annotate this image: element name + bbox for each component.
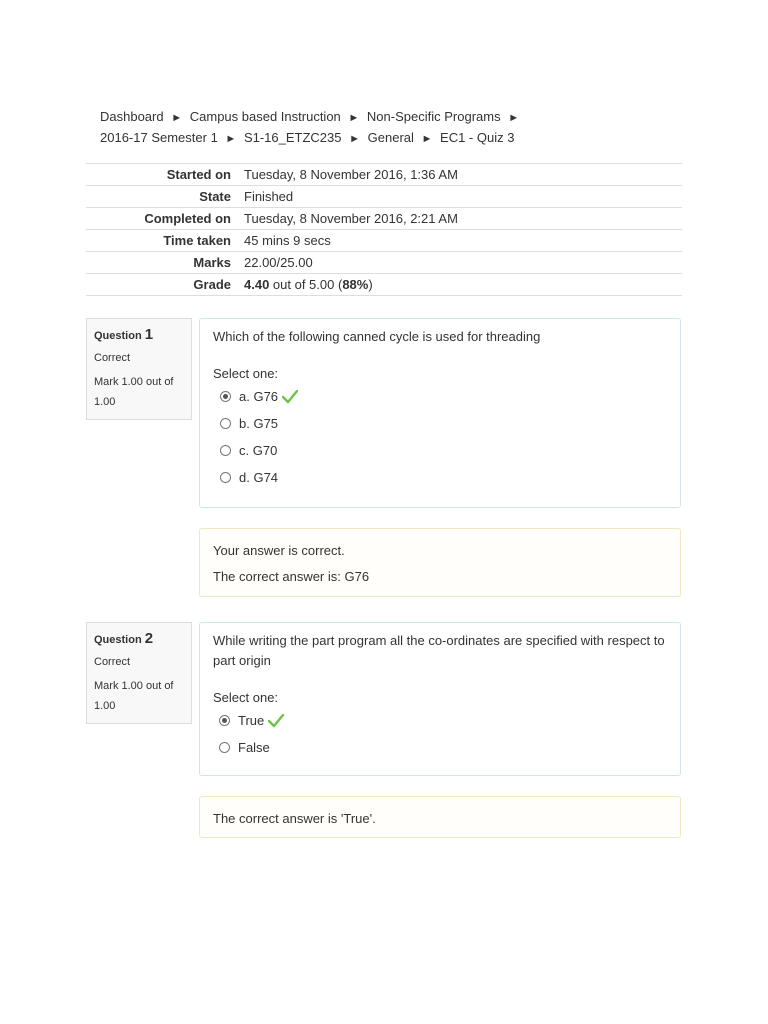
option-label: False	[238, 740, 270, 755]
question-status: Correct	[94, 656, 131, 668]
question-1-feedback	[199, 528, 681, 597]
breadcrumb-programs[interactable]: Non-Specific Programs	[366, 109, 501, 124]
summary-row-state	[86, 186, 682, 208]
answer-option-b[interactable]	[213, 410, 667, 437]
answer-option-a[interactable]	[213, 383, 667, 410]
question-1-content	[199, 318, 681, 508]
radio-button[interactable]	[219, 742, 230, 753]
summary-label: Marks	[86, 252, 244, 274]
breadcrumb-campus[interactable]: Campus based Instruction	[189, 109, 341, 124]
breadcrumb-separator: ►	[349, 133, 361, 145]
summary-label: Time taken	[86, 230, 244, 252]
summary-value: Tuesday, 8 November 2016, 1:36 AM	[244, 164, 682, 186]
question-1-info	[86, 318, 192, 420]
summary-row-marks	[86, 252, 682, 274]
right-answer-text: The correct answer is 'True'.	[213, 811, 376, 826]
summary-row-time-taken	[86, 230, 682, 252]
summary-row-started	[86, 164, 682, 186]
select-one-prompt: Select one:	[213, 690, 279, 705]
question-label: Question	[94, 330, 142, 342]
grade-out-of: out of 5.00 (	[269, 277, 343, 292]
breadcrumb-semester[interactable]: 2016-17 Semester 1	[100, 130, 218, 145]
breadcrumb-separator: ►	[225, 133, 237, 145]
summary-row-grade	[86, 274, 682, 296]
question-label: Question	[94, 634, 142, 646]
question-mark: Mark 1.00 out of 1.00	[94, 376, 174, 408]
answer-option-d[interactable]	[213, 464, 667, 491]
question-2-info	[86, 622, 192, 724]
answer-option-c[interactable]	[213, 437, 667, 464]
option-label: True	[238, 713, 265, 728]
option-label: b. G75	[239, 416, 279, 431]
question-number: 1	[144, 326, 154, 343]
question-2-feedback	[199, 796, 681, 838]
option-label: a. G76	[239, 389, 279, 404]
summary-value: Tuesday, 8 November 2016, 2:21 AM	[244, 208, 682, 230]
feedback-text: Your answer is correct.	[213, 543, 345, 558]
radio-button[interactable]	[220, 418, 231, 429]
breadcrumb-dashboard[interactable]: Dashboard	[100, 109, 164, 124]
answer-option-false[interactable]	[213, 734, 667, 761]
breadcrumb-separator: ►	[421, 133, 433, 145]
option-label: d. G74	[239, 470, 279, 485]
summary-label: State	[86, 186, 244, 208]
summary-label: Completed on	[86, 208, 244, 230]
select-one-prompt: Select one:	[213, 366, 279, 381]
option-label: c. G70	[239, 443, 278, 458]
summary-row-completed	[86, 208, 682, 230]
breadcrumb-general[interactable]: General	[367, 130, 414, 145]
breadcrumb	[100, 107, 580, 149]
radio-button-selected[interactable]	[220, 391, 231, 402]
attempt-summary-table	[86, 163, 682, 296]
radio-button[interactable]	[220, 445, 231, 456]
grade-value	[244, 274, 682, 296]
answer-option-true[interactable]	[213, 707, 667, 734]
question-text: While writing the part program all the co-ordinates are specified with respect to part origin	[213, 633, 665, 668]
right-answer-text: The correct answer is: G76	[213, 569, 370, 584]
radio-button-selected[interactable]	[219, 715, 230, 726]
grade-close: )	[368, 277, 373, 292]
breadcrumb-separator: ►	[508, 112, 520, 124]
summary-label: Started on	[86, 164, 244, 186]
question-number: 2	[144, 630, 154, 647]
summary-value: 45 mins 9 secs	[244, 230, 682, 252]
summary-label: Grade	[86, 274, 244, 296]
question-text: Which of the following canned cycle is used for threading	[213, 329, 541, 344]
summary-value: Finished	[244, 186, 682, 208]
question-2-content	[199, 622, 681, 776]
correct-check-icon	[268, 714, 284, 728]
grade-percent: 88%	[342, 277, 369, 292]
correct-check-icon	[282, 390, 298, 404]
summary-value: 22.00/25.00	[244, 252, 682, 274]
breadcrumb-separator: ►	[171, 112, 183, 124]
breadcrumb-course[interactable]: S1-16_ETZC235	[243, 130, 342, 145]
grade-score: 4.40	[244, 277, 270, 292]
breadcrumb-quiz[interactable]: EC1 - Quiz 3	[440, 130, 515, 145]
question-status: Correct	[94, 352, 131, 364]
breadcrumb-separator: ►	[348, 112, 360, 124]
radio-button[interactable]	[220, 472, 231, 483]
question-mark: Mark 1.00 out of 1.00	[94, 680, 174, 712]
